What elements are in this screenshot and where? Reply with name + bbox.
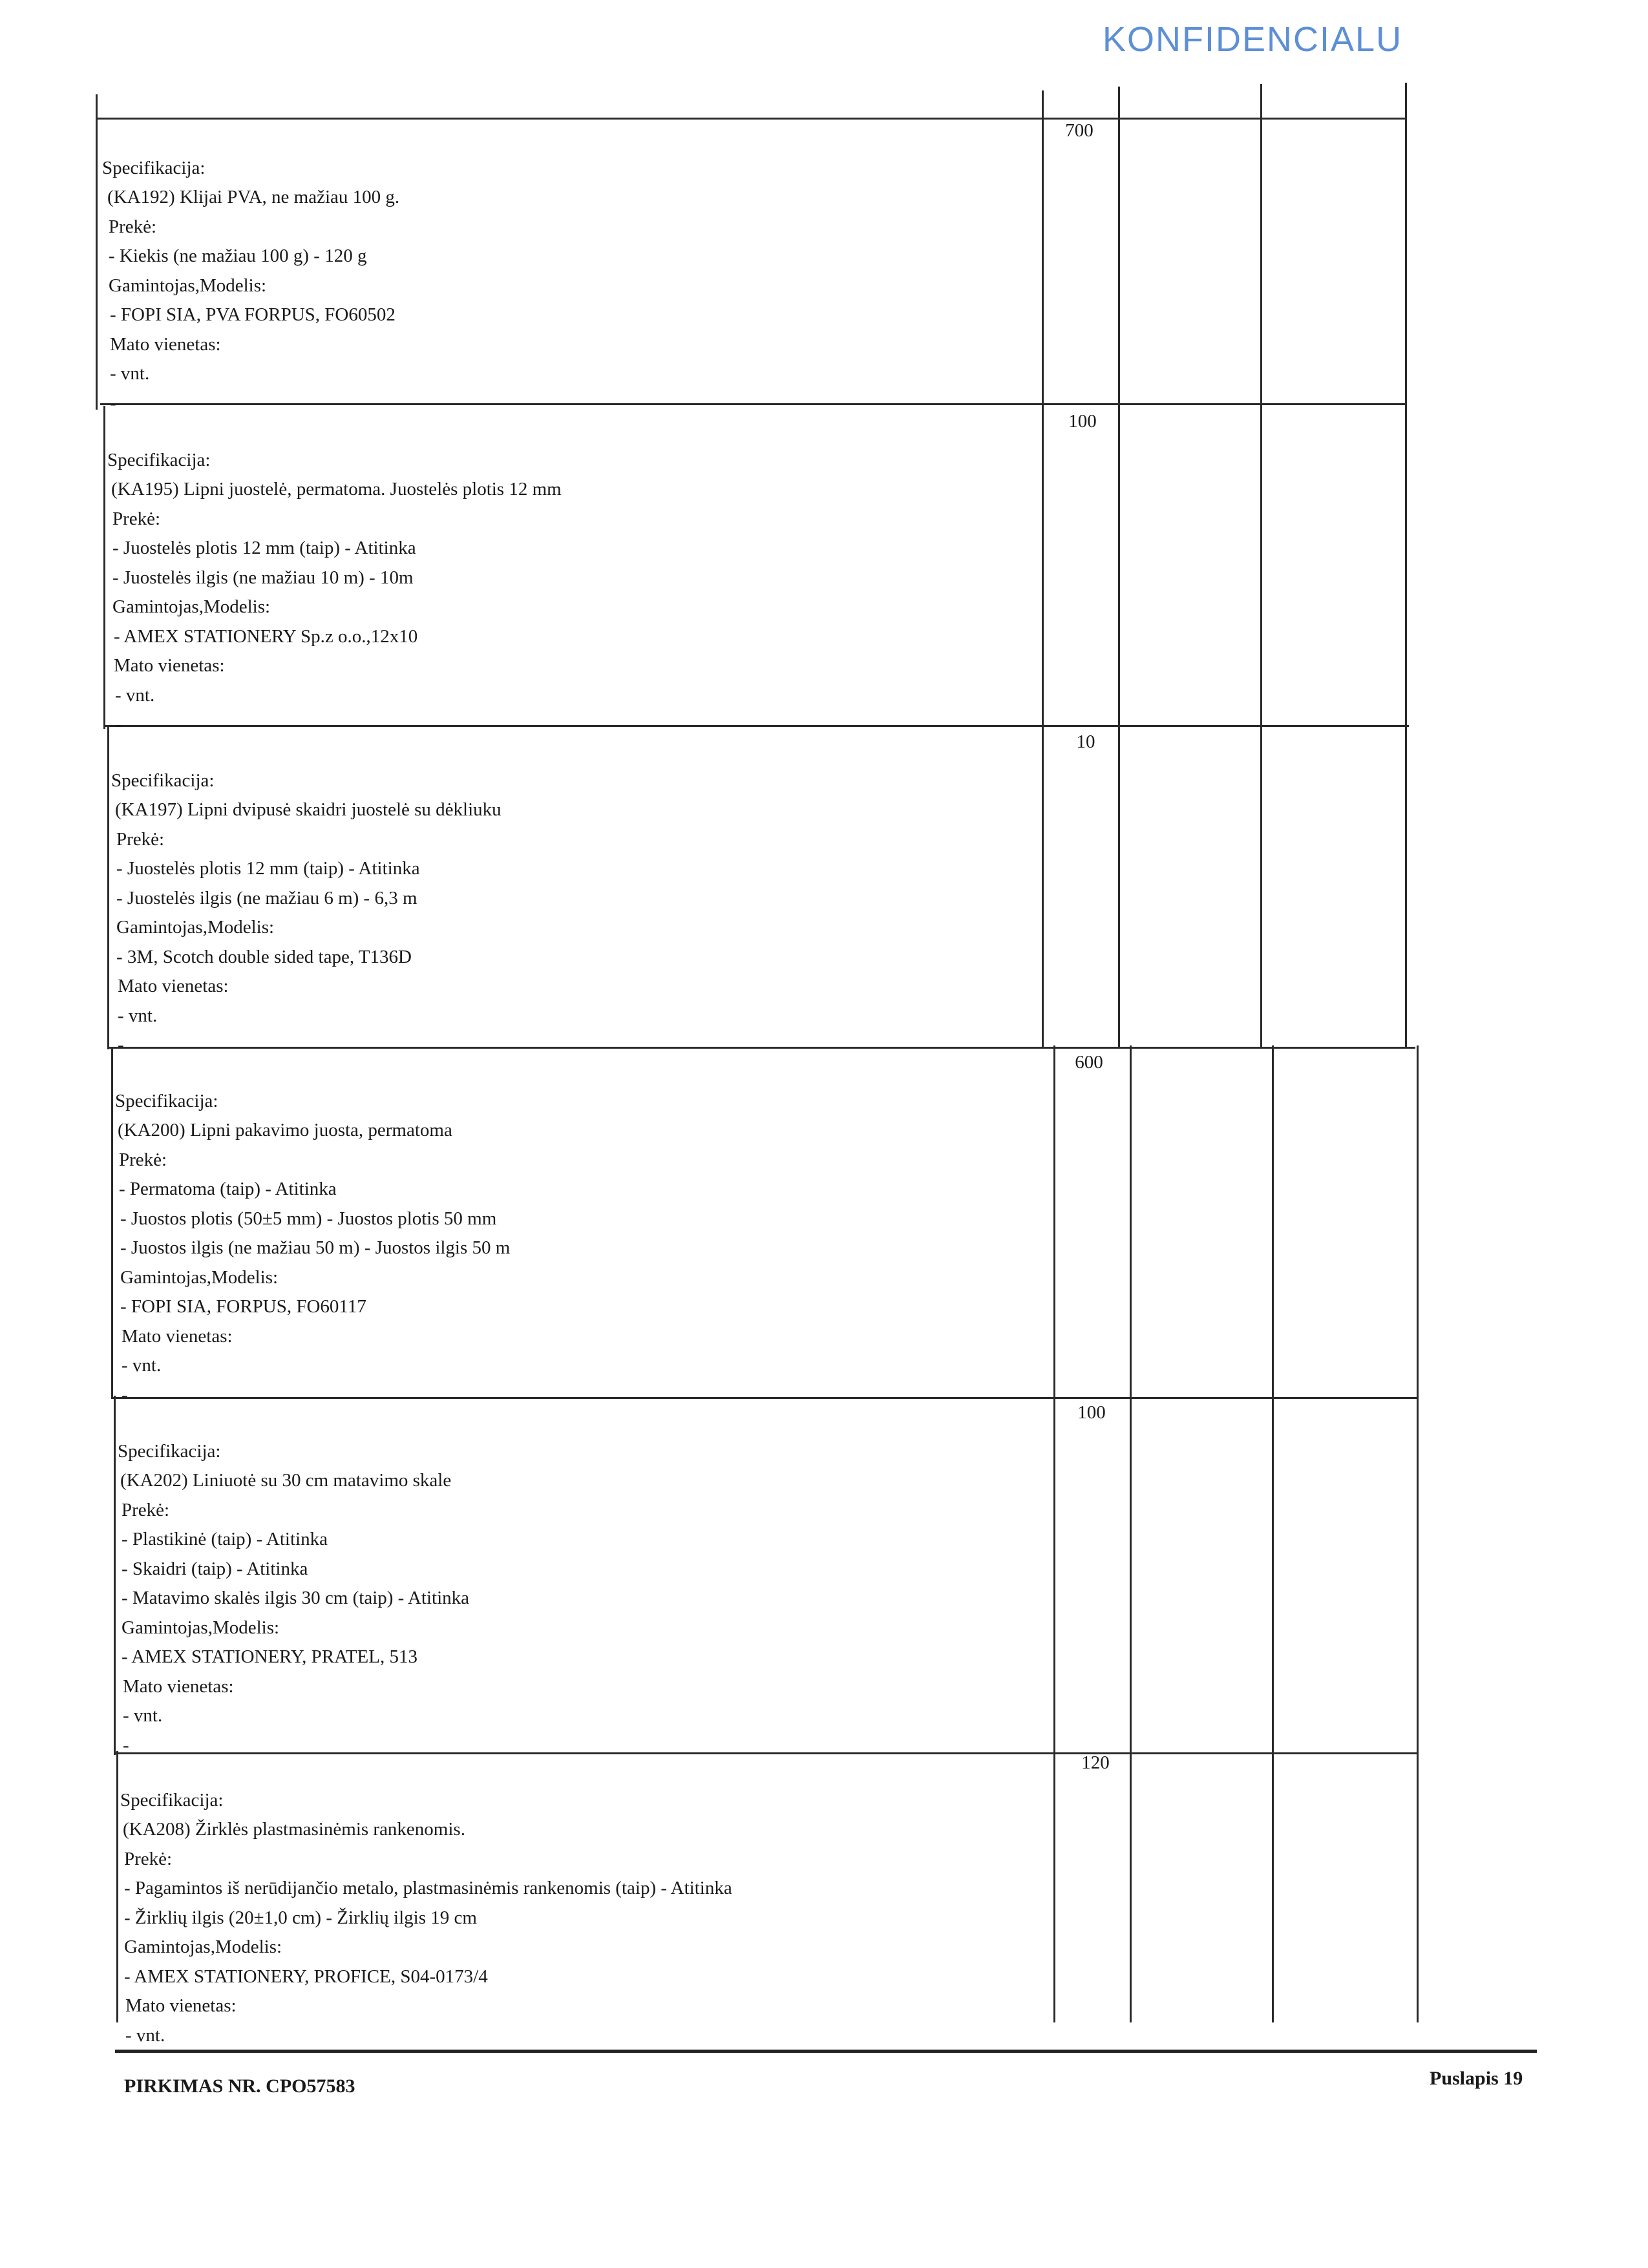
spec-line: Prekė: [112,508,161,529]
procurement-number: PIRKIMAS NR. CPO57583 [124,2075,355,2097]
spec-line: Gamintojas,Modelis: [121,1617,280,1638]
footer-divider [115,2050,1537,2053]
spec-line: (KA200) Lipni pakavimo juosta, permatoma [118,1120,452,1140]
spec-line: - Kiekis (ne mažiau 100 g) - 120 g [109,246,367,266]
spec-line: - FOPI SIA, FORPUS, FO60117 [120,1296,366,1317]
quantity-cell: 100 [1068,411,1097,432]
table-left-border [116,1751,118,2022]
spec-line: - [115,714,121,735]
column-divider-qty [1053,1045,1055,2022]
spec-line: - AMEX STATIONERY Sp.z o.o.,12x10 [114,625,418,647]
spec-line: - Plastikinė (taip) - Atitinka [121,1529,328,1549]
spec-line: - Juostos ilgis (ne mažiau 50 m) - Juostos ilgis 50 m [120,1237,511,1258]
spec-line: Specifikacija: [102,157,206,178]
specification-cell [102,124,399,448]
table-left-border [114,1396,116,1755]
spec-line: Specifikacija: [120,1789,224,1811]
confidential-stamp: KONFIDENCIALU [1103,20,1403,59]
spec-line: Mato vienetas: [125,1995,237,2016]
column-divider-price [1130,1045,1132,2022]
spec-line: - vnt. [115,684,155,706]
quantity-cell: 100 [1077,1402,1106,1423]
spec-line: - AMEX STATIONERY, PROFICE, S04-0173/4 [124,1966,488,1987]
specification-cell [107,416,562,769]
column-divider-total [1272,1045,1274,2022]
spec-line: Gamintojas,Modelis: [124,1937,282,1957]
spec-line: - vnt. [125,2024,165,2046]
spec-line: Gamintojas,Modelis: [112,596,271,617]
spec-line: Specifikacija: [118,1440,221,1462]
spec-line: - AMEX STATIONERY, PRATEL, 513 [121,1646,417,1667]
spec-line: (KA197) Lipni dvipusė skaidri juostelė su dėkliuku [115,799,502,820]
spec-line: - vnt. [121,1355,162,1376]
quantity-cell: 10 [1076,731,1095,752]
page-number: Puslapis 19 [1430,2068,1523,2089]
table-left-border [103,406,105,729]
spec-line: (KA192) Klijai PVA, ne mažiau 100 g. [107,187,400,207]
spec-line: Gamintojas,Modelis: [109,275,267,296]
spec-line: - Juostelės ilgis (ne mažiau 10 m) - 10m [112,567,414,588]
spec-line: Mato vienetas: [114,655,225,676]
spec-line: - [121,1384,128,1405]
spec-line: - Matavimo skalės ilgis 30 cm (taip) - Atitinka [121,1588,470,1608]
column-divider-price [1118,87,1120,1048]
specification-cell [120,1756,732,2080]
spec-line: - Juostos plotis (50±5 mm) - Juostos plotis 50 mm [120,1208,497,1229]
spec-line: - Žirklių ilgis (20±1,0 cm) - Žirklių ilgis 19 cm [124,1907,477,1928]
spec-line: (KA202) Liniuotė su 30 cm matavimo skale [120,1470,452,1491]
table-right-border [1405,83,1407,1048]
specification-cell [118,1407,469,1790]
spec-line: Prekė: [119,1149,167,1170]
spec-line: - Juostelės ilgis (ne mažiau 6 m) - 6,3 m [116,887,417,908]
spec-line: - Skaidri (taip) - Atitinka [121,1558,308,1579]
spec-line: Gamintojas,Modelis: [116,917,275,938]
spec-line: - [123,1734,129,1756]
spec-line: Prekė: [109,216,157,237]
spec-line: Prekė: [116,828,165,850]
table-left-border [107,726,109,1049]
spec-line: Mato vienetas: [118,976,229,996]
spec-line: (KA208) Žirklės plastmasinėmis rankenomis. [123,1819,465,1840]
spec-line: - vnt. [118,1005,158,1026]
spec-line: - vnt. [123,1705,163,1726]
spec-line: - [118,1034,124,1055]
spec-line: Specifikacija: [111,770,215,791]
spec-line: - 3M, Scotch double sided tape, T136D [116,946,412,967]
spec-line: Prekė: [121,1499,170,1520]
table-right-border [1417,1045,1419,2022]
spec-line: Mato vienetas: [121,1325,233,1347]
column-divider-total [1260,84,1262,1047]
spec-line: - Permatoma (taip) - Atitinka [119,1179,337,1199]
quantity-cell: 600 [1075,1052,1103,1073]
spec-line: Prekė: [124,1848,173,1869]
spec-line: - Juostelės plotis 12 mm (taip) - Atitinka [112,538,416,558]
spec-line: - Pagamintos iš nerūdijančio metalo, plastmasinėmis rankenomis (taip) - Atitinka [124,1878,732,1898]
spec-line: - FOPI SIA, PVA FORPUS, FO60502 [110,304,396,325]
spec-line: Gamintojas,Modelis: [120,1266,279,1288]
specification-cell [111,737,502,1089]
spec-line: - vnt. [110,363,150,384]
spec-line: - Juostelės plotis 12 mm (taip) - Atitinka [116,858,420,879]
specification-cell [115,1057,510,1440]
quantity-cell: 120 [1081,1752,1110,1773]
spec-line: - [110,392,116,414]
spec-line: Specifikacija: [115,1090,218,1111]
column-divider-qty [1042,90,1044,1047]
table-left-border [111,1047,113,1398]
spec-line: (KA195) Lipni juostelė, permatoma. Juostelės plotis 12 mm [111,479,562,499]
quantity-cell: 700 [1065,120,1093,141]
spec-line: Specifikacija: [107,449,211,470]
table-left-border [96,94,98,410]
spec-line: Mato vienetas: [110,333,221,355]
spec-line: Mato vienetas: [123,1675,234,1697]
row-separator [96,118,1406,120]
